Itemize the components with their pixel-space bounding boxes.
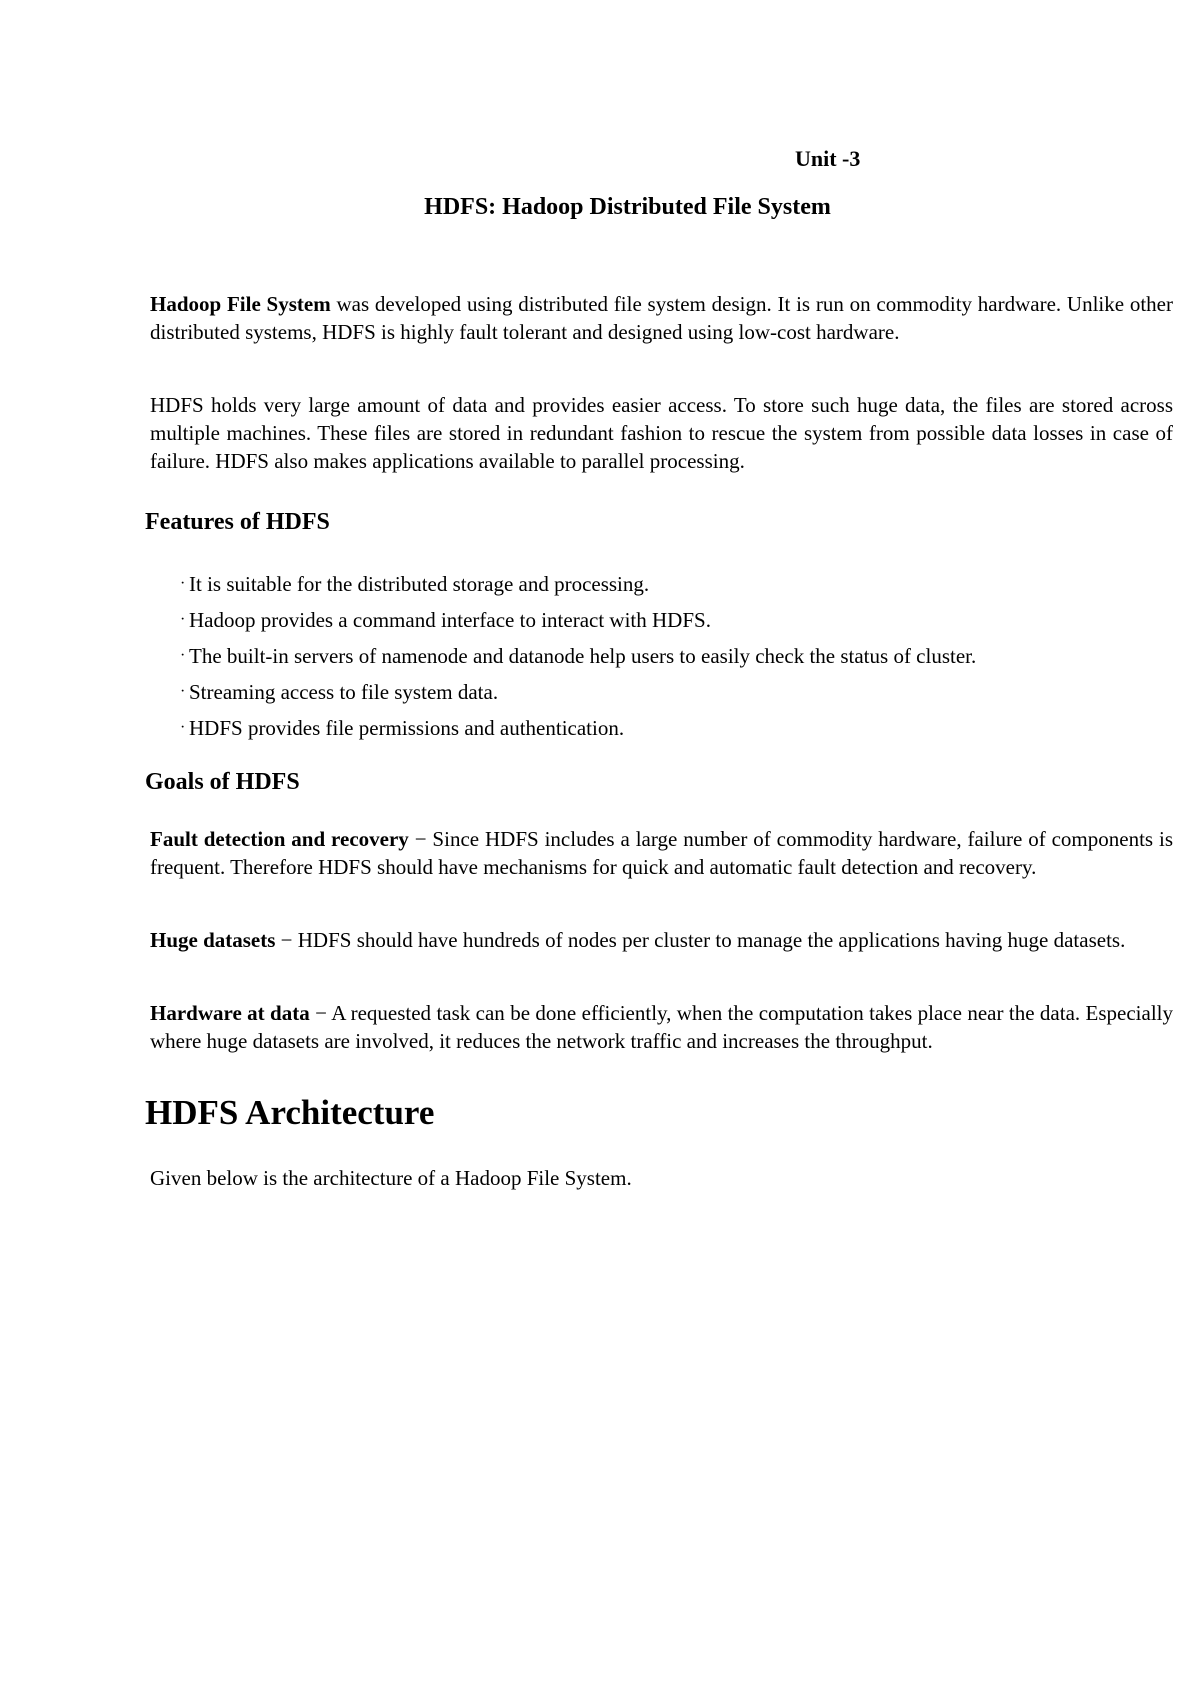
bullet-icon: · <box>180 647 186 664</box>
bullet-icon: · <box>180 719 186 736</box>
list-item <box>180 710 1180 746</box>
features-list <box>180 566 1180 746</box>
bullet-icon: · <box>180 575 186 592</box>
bullet-icon: · <box>180 611 186 628</box>
list-item-text: The built-in servers of namenode and datanode help users to easily check the status of cluster. <box>189 644 977 668</box>
intro-paragraph-2: HDFS holds very large amount of data and provides easier access. To store such huge data, the files are stored across multiple machines. These files are stored in redundant fashion to rescue the system from possible data losses in case of failure. HDFS also makes applications available to parallel processing. <box>150 393 1173 473</box>
list-item <box>180 602 1180 638</box>
list-item <box>180 674 1180 710</box>
bullet-icon: · <box>180 683 186 700</box>
list-item-text: HDFS provides file permissions and authentication. <box>189 716 625 740</box>
list-item-text: It is suitable for the distributed storage and processing. <box>189 572 650 596</box>
intro-paragraph-1 <box>150 290 1173 346</box>
list-item-text: Hadoop provides a command interface to interact with HDFS. <box>189 608 711 632</box>
goal-term: Huge datasets <box>150 928 276 952</box>
goal-text: − Since HDFS includes a large number of commodity hardware, failure of components is frequent. Therefore HDFS should have mechanisms for quick and automatic fault detection and recovery. <box>150 827 1173 879</box>
goal-text: − HDFS should have hundreds of nodes per cluster to manage the applications having huge datasets. <box>275 928 1126 952</box>
page-title: HDFS: Hadoop Distributed File System <box>424 194 831 220</box>
goals-heading: Goals of HDFS <box>145 769 300 795</box>
intro-paragraph-1-text: was developed using distributed file system design. It is run on commodity hardware. Unlike other distributed systems, HDFS is highly fault tolerant and designed using low-cost hardware. <box>150 292 1173 344</box>
goal-paragraph-fault <box>150 825 1173 881</box>
list-item-text: Streaming access to file system data. <box>189 680 499 704</box>
list-item <box>180 638 1180 674</box>
list-item <box>180 566 1180 602</box>
unit-label: Unit -3 <box>795 146 861 171</box>
goal-term: Fault detection and recovery <box>150 827 409 851</box>
goal-paragraph-datasets <box>150 926 1173 954</box>
intro-term: Hadoop File System <box>150 292 331 316</box>
goal-term: Hardware at data <box>150 1001 310 1025</box>
architecture-heading: HDFS Architecture <box>145 1093 435 1132</box>
goal-text: − A requested task can be done efficiently, when the computation takes place near the data. Especially where huge datasets are involved, it reduces the network traffic and increases the throughput. <box>150 1001 1173 1053</box>
features-heading: Features of HDFS <box>145 509 330 535</box>
goal-paragraph-hardware <box>150 999 1173 1055</box>
architecture-paragraph: Given below is the architecture of a Hadoop File System. <box>150 1166 632 1190</box>
